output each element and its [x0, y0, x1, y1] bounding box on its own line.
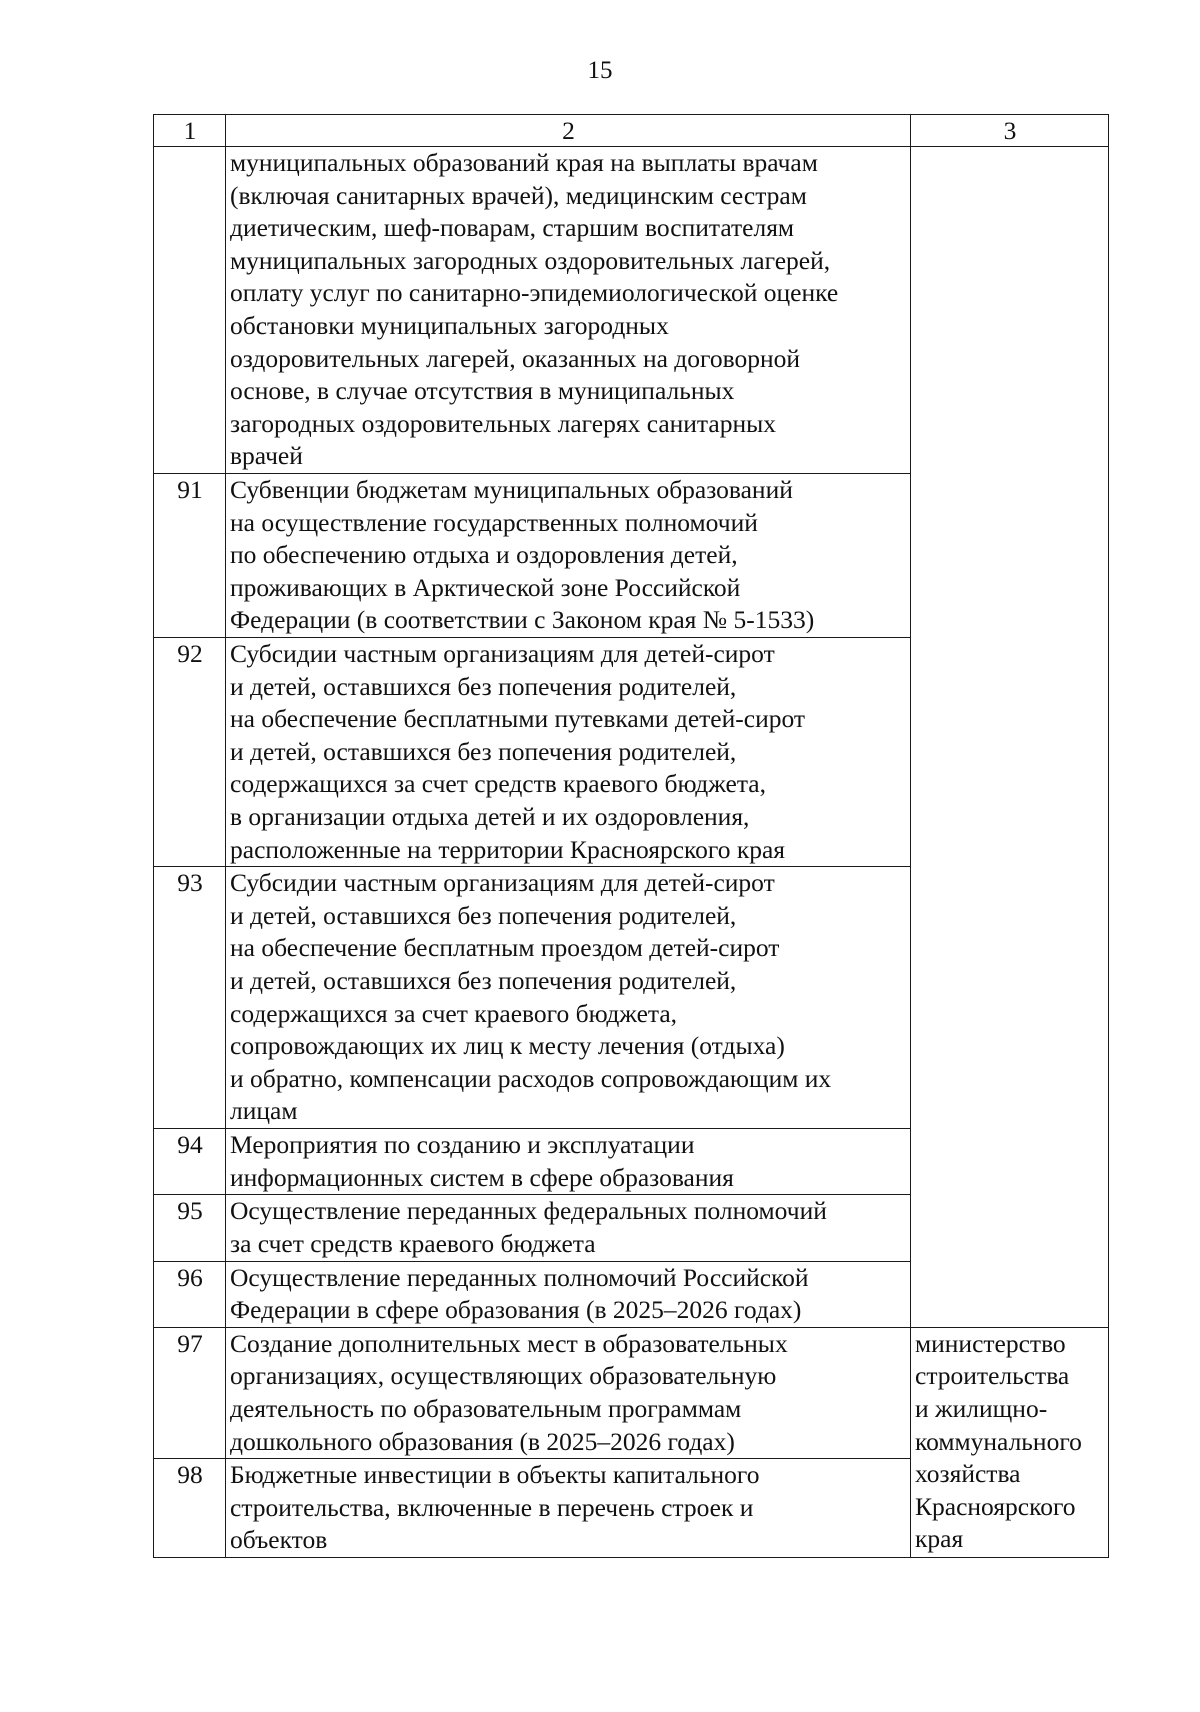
row-description: Осуществление переданных федеральных полномочий за счет средств краевого бюджета [226, 1195, 911, 1261]
table-header-row [154, 115, 1109, 147]
row-description: Мероприятия по созданию и эксплуатации информационных систем в сфере образования [226, 1129, 911, 1195]
row-number: 91 [154, 474, 226, 638]
row-number: 93 [154, 867, 226, 1129]
responsible-cell-bottom: министерство строительства и жилищно- коммунального хозяйства Красноярского края [911, 1327, 1109, 1557]
row-number: 95 [154, 1195, 226, 1261]
row-number [154, 147, 226, 474]
row-number: 98 [154, 1459, 226, 1558]
table-row [154, 1327, 1109, 1458]
document-table [153, 114, 1109, 1558]
row-description: Субвенции бюджетам муниципальных образований на осуществление государственных полномочий по обеспечению отдыха и оздоровления детей, проживающих в Арктической зоне Российской Федерации (в соответствии с Законом края № 5-1533) [226, 474, 911, 638]
row-description: Бюджетные инвестиции в объекты капитального строительства, включенные в перечень строек и объектов [226, 1459, 911, 1558]
row-description: муниципальных образований края на выплаты врачам (включая санитарных врачей), медицинским сестрам диетическим, шеф-поварам, старшим воспитателям муниципальных загородных оздоровительных лагерей, оплату услуг по санитарно-эпидемиологической оценке обстановки муниципальных загородных оздоровительных лагерей, оказанных на договорной основе, в случае отсутствия в муниципальных загородных оздоровительных лагерях санитарных врачей [226, 147, 911, 474]
row-description: Осуществление переданных полномочий Российской Федерации в сфере образования (в 2025–2026 годах) [226, 1261, 911, 1327]
row-number: 96 [154, 1261, 226, 1327]
row-description: Субсидии частным организациям для детей-сирот и детей, оставшихся без попечения родителей, на обеспечение бесплатными путевками детей-сирот и детей, оставшихся без попечения родителей, содержащихся за счет средств краевого бюджета, в организации отдыха детей и их оздоровления, расположенные на территории Красноярского края [226, 638, 911, 867]
table-row [154, 147, 1109, 474]
responsible-cell-top [911, 147, 1109, 1328]
column-number-1: 1 [154, 115, 226, 147]
row-description: Создание дополнительных мест в образовательных организациях, осуществляющих образовательную деятельность по образовательным программам дошкольного образования (в 2025–2026 годах) [226, 1327, 911, 1458]
page-number: 15 [587, 57, 613, 84]
row-number: 97 [154, 1327, 226, 1458]
column-number-2: 2 [226, 115, 911, 147]
column-number-3: 3 [911, 115, 1109, 147]
row-number: 94 [154, 1129, 226, 1195]
row-number: 92 [154, 638, 226, 867]
row-description: Субсидии частным организациям для детей-сирот и детей, оставшихся без попечения родителей, на обеспечение бесплатным проездом детей-сирот и детей, оставшихся без попечения родителей, содержащихся за счет краевого бюджета, сопровождающих их лиц к месту лечения (отдыха) и обратно, компенсации расходов сопровождающим их лицам [226, 867, 911, 1129]
